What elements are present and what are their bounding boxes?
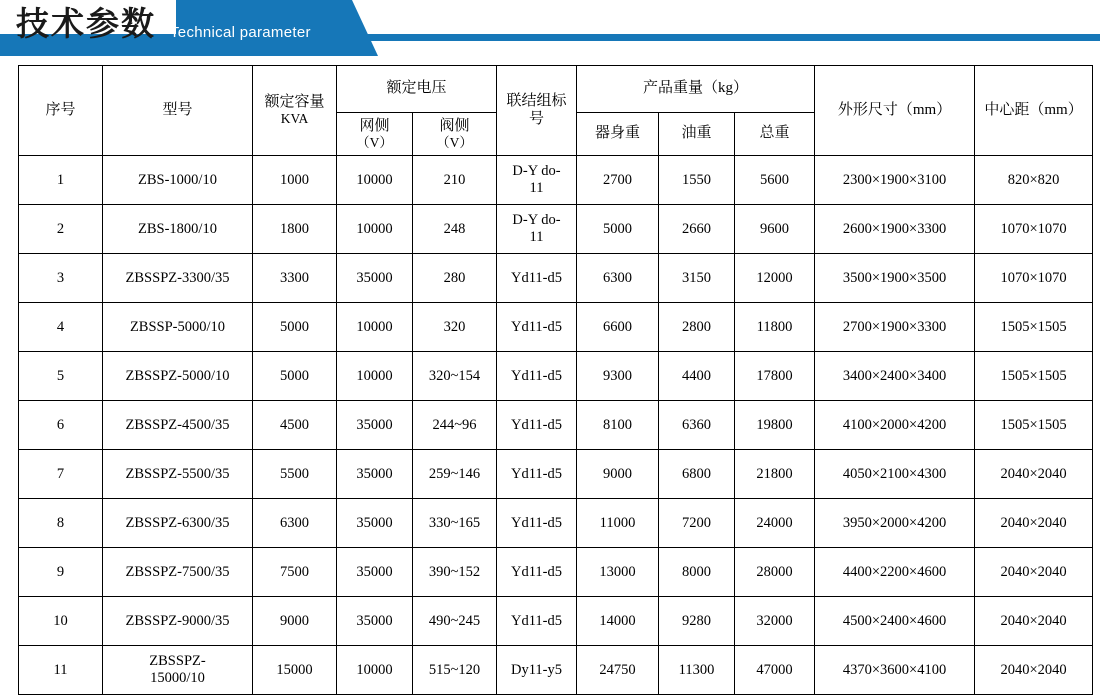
cell-weight-body: 6600 (577, 303, 659, 352)
cell-weight-body: 13000 (577, 548, 659, 597)
cell-voltage-net: 35000 (337, 499, 413, 548)
col-header-voltage-valve-line2: （V） (436, 134, 473, 150)
cell-model: ZBS-1800/10 (103, 205, 253, 254)
cell-weight-oil: 7200 (659, 499, 735, 548)
cell-center: 1505×1505 (975, 303, 1093, 352)
cell-center: 2040×2040 (975, 597, 1093, 646)
cell-weight-total: 11800 (735, 303, 815, 352)
table-row (19, 352, 1093, 401)
cell-weight-body: 14000 (577, 597, 659, 646)
cell-weight-body: 11000 (577, 499, 659, 548)
cell-weight-oil: 9280 (659, 597, 735, 646)
cell-voltage-valve: 244~96 (413, 401, 497, 450)
cell-weight-oil: 11300 (659, 646, 735, 695)
col-header-group (497, 66, 577, 156)
table-head (19, 66, 1093, 156)
cell-capacity: 5500 (253, 450, 337, 499)
cell-dimensions: 2600×1900×3300 (815, 205, 975, 254)
spec-table-wrap (0, 56, 1100, 695)
cell-group-line2: 11 (529, 180, 544, 196)
cell-weight-total: 12000 (735, 254, 815, 303)
cell-center: 820×820 (975, 156, 1093, 205)
cell-voltage-net: 10000 (337, 205, 413, 254)
cell-voltage-net: 35000 (337, 548, 413, 597)
cell-no: 11 (19, 646, 103, 695)
cell-dimensions: 3950×2000×4200 (815, 499, 975, 548)
cell-center: 2040×2040 (975, 499, 1093, 548)
cell-weight-body: 2700 (577, 156, 659, 205)
cell-weight-oil: 2660 (659, 205, 735, 254)
table-row (19, 254, 1093, 303)
col-header-capacity (253, 66, 337, 156)
cell-voltage-net: 10000 (337, 156, 413, 205)
cell-voltage-valve: 490~245 (413, 597, 497, 646)
table-row (19, 548, 1093, 597)
table-row (19, 450, 1093, 499)
cell-capacity: 9000 (253, 597, 337, 646)
cell-weight-total: 9600 (735, 205, 815, 254)
cell-no: 4 (19, 303, 103, 352)
cell-weight-body: 9300 (577, 352, 659, 401)
cell-weight-oil: 4400 (659, 352, 735, 401)
cell-group: Yd11-d5 (497, 597, 577, 646)
cell-group: Yd11-d5 (497, 303, 577, 352)
col-header-center: 中心距（mm） (975, 66, 1093, 156)
cell-voltage-net: 10000 (337, 303, 413, 352)
col-header-weight: 产品重量（kg） (577, 66, 815, 113)
cell-center: 2040×2040 (975, 646, 1093, 695)
cell-capacity: 15000 (253, 646, 337, 695)
cell-model (103, 646, 253, 695)
cell-model: ZBSSP-5000/10 (103, 303, 253, 352)
col-header-dimensions: 外形尺寸（mm） (815, 66, 975, 156)
cell-no: 8 (19, 499, 103, 548)
table-row (19, 597, 1093, 646)
cell-weight-total: 19800 (735, 401, 815, 450)
col-header-voltage-valve-line1: 阀侧 (439, 117, 470, 134)
col-header-voltage-net-line1: 网侧 (359, 117, 390, 134)
cell-group: Yd11-d5 (497, 450, 577, 499)
cell-voltage-valve: 515~120 (413, 646, 497, 695)
col-header-group-line2: 号 (529, 110, 545, 127)
cell-voltage-net: 35000 (337, 254, 413, 303)
col-header-weight-body: 器身重 (577, 113, 659, 156)
table-row (19, 303, 1093, 352)
col-header-voltage-valve (413, 113, 497, 156)
cell-no: 6 (19, 401, 103, 450)
table-body (19, 156, 1093, 695)
cell-group-line1: D-Y do- (512, 163, 561, 180)
cell-model: ZBSSPZ-3300/35 (103, 254, 253, 303)
cell-weight-body: 9000 (577, 450, 659, 499)
cell-group-line2: 11 (529, 229, 544, 245)
col-header-model: 型号 (103, 66, 253, 156)
cell-model-line2: 15000/10 (150, 670, 205, 686)
cell-voltage-net: 10000 (337, 646, 413, 695)
cell-center: 1070×1070 (975, 205, 1093, 254)
cell-voltage-valve: 280 (413, 254, 497, 303)
cell-group (497, 205, 577, 254)
cell-center: 1505×1505 (975, 401, 1093, 450)
cell-voltage-net: 10000 (337, 352, 413, 401)
table-row (19, 156, 1093, 205)
col-header-voltage-net (337, 113, 413, 156)
cell-group: Yd11-d5 (497, 254, 577, 303)
col-header-group-line1: 联结组标 (506, 93, 567, 110)
cell-voltage-valve: 330~165 (413, 499, 497, 548)
page-title-cn: 技术参数 (16, 5, 156, 42)
cell-no: 5 (19, 352, 103, 401)
cell-no: 2 (19, 205, 103, 254)
cell-capacity: 3300 (253, 254, 337, 303)
cell-weight-oil: 3150 (659, 254, 735, 303)
spec-table (18, 65, 1093, 695)
cell-weight-total: 47000 (735, 646, 815, 695)
cell-capacity: 1000 (253, 156, 337, 205)
table-row (19, 499, 1093, 548)
col-header-capacity-line1: 额定容量 (264, 94, 325, 111)
cell-group: Yd11-d5 (497, 499, 577, 548)
cell-group: Yd11-d5 (497, 401, 577, 450)
cell-group: Dy11-y5 (497, 646, 577, 695)
cell-weight-total: 24000 (735, 499, 815, 548)
cell-model: ZBSSPZ-9000/35 (103, 597, 253, 646)
cell-capacity: 7500 (253, 548, 337, 597)
cell-weight-oil: 2800 (659, 303, 735, 352)
cell-weight-oil: 8000 (659, 548, 735, 597)
cell-center: 2040×2040 (975, 548, 1093, 597)
cell-voltage-valve: 248 (413, 205, 497, 254)
cell-no: 9 (19, 548, 103, 597)
cell-dimensions: 4370×3600×4100 (815, 646, 975, 695)
cell-weight-body: 6300 (577, 254, 659, 303)
cell-group: Yd11-d5 (497, 548, 577, 597)
cell-capacity: 5000 (253, 352, 337, 401)
cell-dimensions: 2700×1900×3300 (815, 303, 975, 352)
cell-weight-total: 32000 (735, 597, 815, 646)
cell-model: ZBSSPZ-5500/35 (103, 450, 253, 499)
cell-weight-total: 28000 (735, 548, 815, 597)
col-header-weight-oil: 油重 (659, 113, 735, 156)
cell-weight-oil: 6360 (659, 401, 735, 450)
cell-capacity: 5000 (253, 303, 337, 352)
cell-dimensions: 4500×2400×4600 (815, 597, 975, 646)
cell-weight-total: 5600 (735, 156, 815, 205)
cell-model: ZBSSPZ-7500/35 (103, 548, 253, 597)
cell-model: ZBSSPZ-5000/10 (103, 352, 253, 401)
cell-no: 1 (19, 156, 103, 205)
cell-dimensions: 4400×2200×4600 (815, 548, 975, 597)
cell-voltage-valve: 259~146 (413, 450, 497, 499)
cell-capacity: 4500 (253, 401, 337, 450)
cell-dimensions: 4050×2100×4300 (815, 450, 975, 499)
cell-dimensions: 4100×2000×4200 (815, 401, 975, 450)
cell-model: ZBS-1000/10 (103, 156, 253, 205)
cell-weight-body: 8100 (577, 401, 659, 450)
cell-capacity: 6300 (253, 499, 337, 548)
cell-weight-body: 24750 (577, 646, 659, 695)
cell-voltage-valve: 320 (413, 303, 497, 352)
cell-voltage-valve: 320~154 (413, 352, 497, 401)
cell-voltage-valve: 390~152 (413, 548, 497, 597)
col-header-voltage: 额定电压 (337, 66, 497, 113)
cell-weight-total: 21800 (735, 450, 815, 499)
header-row-1 (19, 66, 1093, 113)
cell-weight-body: 5000 (577, 205, 659, 254)
col-header-no: 序号 (19, 66, 103, 156)
cell-voltage-net: 35000 (337, 597, 413, 646)
cell-voltage-valve: 210 (413, 156, 497, 205)
cell-model: ZBSSPZ-4500/35 (103, 401, 253, 450)
table-row (19, 401, 1093, 450)
cell-center: 1070×1070 (975, 254, 1093, 303)
cell-group: Yd11-d5 (497, 352, 577, 401)
cell-no: 10 (19, 597, 103, 646)
cell-model: ZBSSPZ-6300/35 (103, 499, 253, 548)
cell-dimensions: 2300×1900×3100 (815, 156, 975, 205)
cell-capacity: 1800 (253, 205, 337, 254)
cell-group (497, 156, 577, 205)
cell-dimensions: 3400×2400×3400 (815, 352, 975, 401)
cell-voltage-net: 35000 (337, 450, 413, 499)
page-title-en: Technical parameter (170, 24, 311, 41)
cell-center: 2040×2040 (975, 450, 1093, 499)
cell-model-line1: ZBSSPZ- (149, 653, 206, 670)
col-header-capacity-line2: KVA (280, 111, 309, 127)
cell-no: 7 (19, 450, 103, 499)
cell-center: 1505×1505 (975, 352, 1093, 401)
cell-voltage-net: 35000 (337, 401, 413, 450)
cell-dimensions: 3500×1900×3500 (815, 254, 975, 303)
table-row (19, 646, 1093, 695)
cell-weight-oil: 6800 (659, 450, 735, 499)
col-header-voltage-net-line2: （V） (356, 134, 393, 150)
table-row (19, 205, 1093, 254)
col-header-weight-total: 总重 (735, 113, 815, 156)
cell-weight-oil: 1550 (659, 156, 735, 205)
cell-no: 3 (19, 254, 103, 303)
cell-weight-total: 17800 (735, 352, 815, 401)
page-header (0, 0, 1100, 56)
cell-group-line1: D-Y do- (512, 212, 561, 229)
